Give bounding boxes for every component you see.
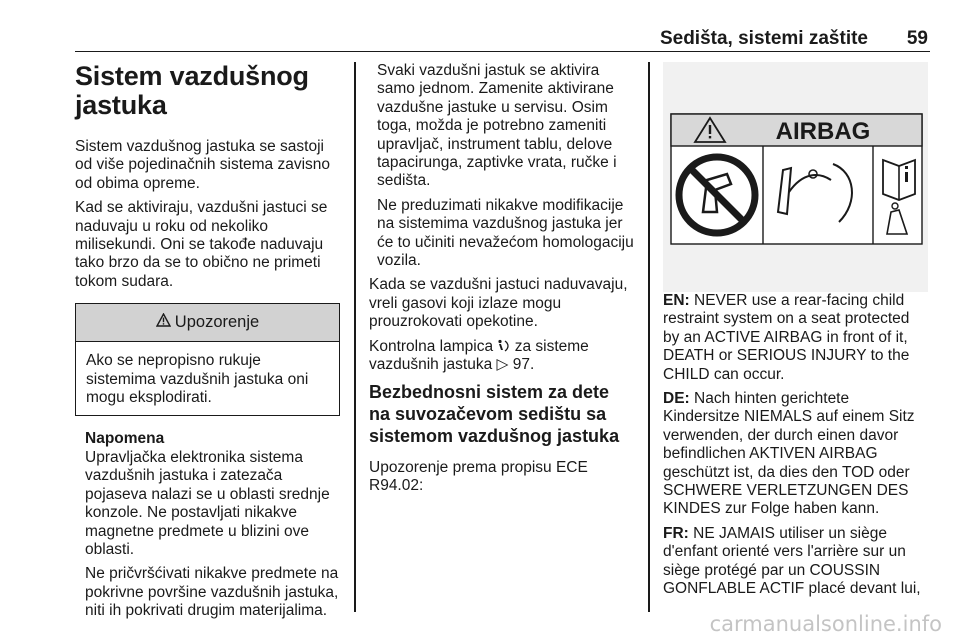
warning-box-body bbox=[76, 342, 339, 415]
airbag-warning-label-image bbox=[663, 62, 928, 292]
lang-text: Nach hinten gerichtete Kindersitze NIEMALS auf einem Sitz verwenden, der durch einen davor befindlichen AKTIVEN AIRBAG geschützt ist, da dies den TOD oder SCHWERE VERLETZUNGEN DES KINDES zur Folge haben kann. bbox=[663, 390, 915, 518]
watermark: carmanualsonline.info bbox=[709, 612, 942, 636]
page-reference-link[interactable]: 97. bbox=[512, 356, 535, 374]
airbag-warning-lamp-icon bbox=[497, 338, 510, 355]
page-number: 59 bbox=[906, 28, 928, 49]
lang-label: FR: bbox=[663, 524, 689, 542]
page-header bbox=[75, 28, 930, 52]
column-left bbox=[75, 62, 340, 627]
lang-text: NEVER use a rear-facing child restraint system on a seat protected by an ACTIVE AIRBAG in front of it, DEATH or SERIOUS INJURY to the CHILD can occur. bbox=[663, 292, 910, 383]
running-title: Sedišta, sistemi zaštite bbox=[659, 28, 868, 49]
airbag-label-text: AIRBAG bbox=[775, 118, 871, 145]
paragraph: Kad se aktiviraju, vazdušni jastuci se naduvaju u roku od nekoliko milisekundi. Oni se takođe naduvaju tako brzo da se to obično ne primeti tokom sudara. bbox=[75, 199, 328, 290]
paragraph: Kada se vazdušni jastuci naduvavaju, vreli gasovi koji izlaze mogu prouzrokovati opekotine. bbox=[369, 276, 628, 331]
lang-text: NE JAMAIS utiliser un siège d'enfant orienté vers l'arrière sur un siège protégé par un COUSSIN GONFLABLE ACTIF placé devant lui, bbox=[663, 524, 921, 598]
heading-line: jastuka bbox=[75, 90, 167, 120]
column-right bbox=[663, 62, 928, 605]
paragraph: Svaki vazdušni jastuk se aktivira samo jednom. Zamenite aktivirane vazdušne jastuke u servisu. Osim toga, možda je potrebno zameniti upravljač, instrument tablu, delove tapacirunga, zaptivke vrata, ručke i sedišta. bbox=[377, 62, 617, 190]
note-paragraph: Upravljačka elektronika sistema vazdušnih jastuka i zatezača pojaseva nalazi se u oblasti srednje konzole. Ne postavljati nikakve magnetne predmete u blizini ove oblasti. bbox=[85, 448, 330, 558]
note-paragraph: Ne pričvršćivati nikakve predmete na pokrivne površine vazdušnih jastuka, niti ih pokrivati drugim materijalima. bbox=[85, 565, 339, 620]
lang-paragraph-en bbox=[663, 292, 928, 384]
text-fragment: Kontrolna lampica bbox=[369, 337, 494, 355]
text-fragment: za sisteme vazdušnih jastuka bbox=[369, 337, 589, 374]
warning-text: Ako se nepropisno rukuje sistemima vazdušnih jastuka oni mogu eksplodirati. bbox=[86, 352, 309, 407]
indented-block bbox=[377, 62, 634, 270]
warning-box-title bbox=[76, 304, 339, 342]
lang-label: EN: bbox=[663, 292, 690, 309]
note-block bbox=[85, 430, 340, 620]
column-divider bbox=[354, 62, 356, 612]
page-reference-arrow-icon[interactable]: ▷ bbox=[496, 356, 509, 374]
column-divider bbox=[648, 62, 650, 612]
warning-triangle-icon bbox=[156, 313, 171, 332]
paragraph: Sistem vazdušnog jastuka se sastoji od više pojedinačnih sistema zavisno od obima opreme. bbox=[75, 138, 331, 192]
section-heading bbox=[75, 62, 340, 120]
paragraph: Upozorenje prema propisu ECE R94.02: bbox=[369, 458, 588, 494]
lang-paragraph-fr bbox=[663, 525, 928, 599]
paragraph bbox=[369, 338, 634, 375]
lang-label: DE: bbox=[663, 390, 690, 408]
subsection-heading: Bezbednosni sistem za dete na suvozačevom sedištu sa sistemom vazdušnog jastuka bbox=[369, 381, 620, 446]
warning-box bbox=[75, 303, 340, 416]
lang-paragraph-de bbox=[663, 390, 928, 519]
column-middle bbox=[369, 62, 634, 501]
heading-line: Sistem vazdušnog bbox=[75, 61, 309, 91]
note-heading: Napomena bbox=[85, 430, 165, 448]
warning-title-text: Upozorenje bbox=[174, 313, 260, 332]
paragraph: Ne preduzimati nikakve modifikacije na sistemima vazdušnog jastuka jer će to učiniti nevažećom homologaciju vozila. bbox=[377, 196, 634, 270]
